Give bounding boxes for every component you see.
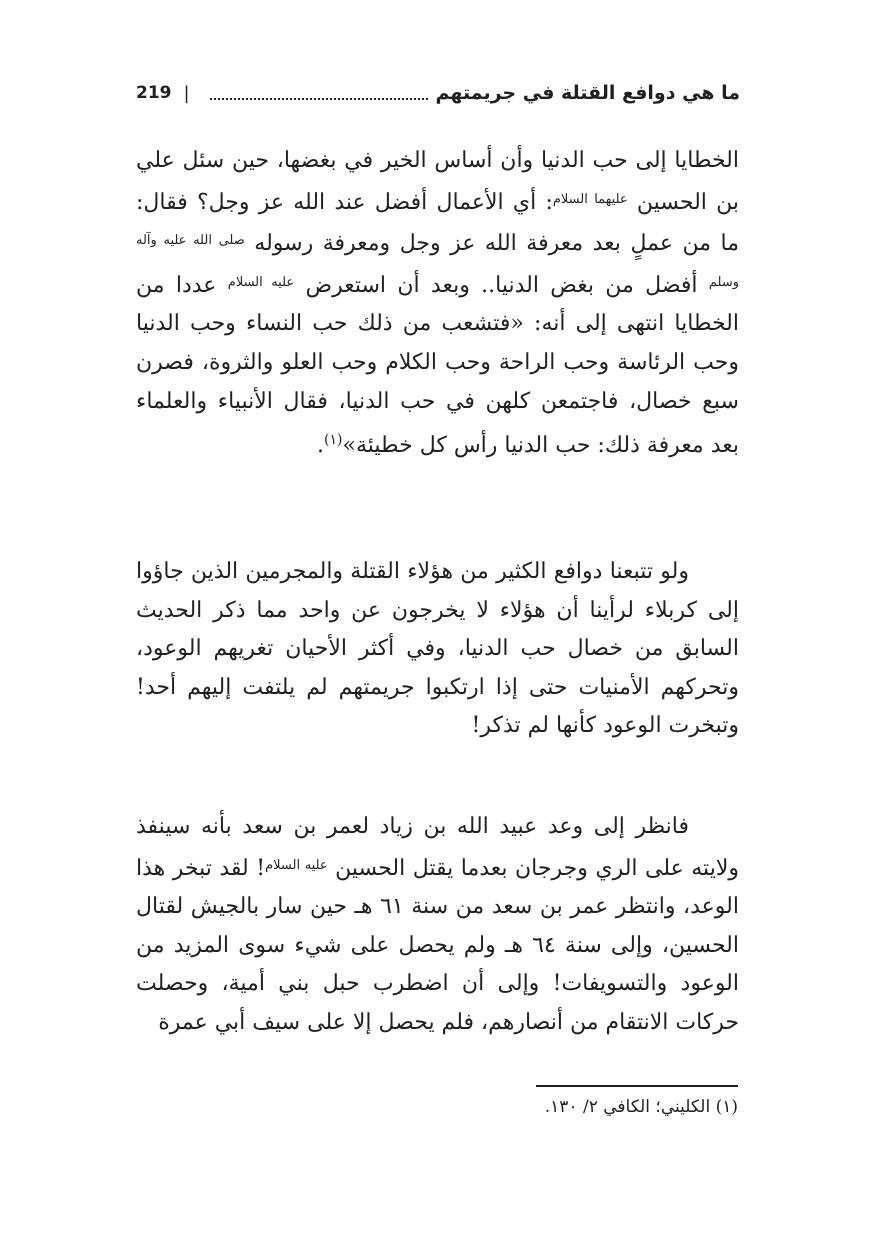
paragraph-text: الخطايا إلى حب الدنيا وأن أساس الخير في بغضها، حين سئل علي بن الحسين [136, 148, 739, 215]
honorific-glyph: صلى الله عليه وآله وسلم [136, 233, 739, 290]
paragraph-text: فانظر إلى وعد عبيد الله بن زياد لعمر بن سعد بأنه سينفذ ولايته على الري وجرجان بعدما يقتل الحسين [136, 814, 739, 881]
paragraph-text: أفضل من بغض الدنيا.. وبعد أن استعرض [294, 272, 709, 298]
paragraph-text: . [317, 433, 325, 459]
honorific-glyph: عليهما السلام [552, 191, 628, 207]
footnote-divider [536, 1085, 738, 1087]
paragraph-text: ! لقد تبخر هذا الوعد، وانتظر عمر بن سعد من سنة ٦١ هـ حين سار بالجيش لقتال الحسين، وإلى سنة ٦٤ هـ ولم يحصل على شيء سوى المزيد من الوعود والتسويفات! وإلى أن اضطرب حبل بني أمية، وحصلت حركات الانتقام من أنصارهم، فلم يحصل إلا على سيف أبي عمرة [136, 855, 739, 1035]
page-number: 219 [136, 83, 172, 103]
honorific-glyph: عليه السلام [265, 857, 328, 873]
paragraph-text: عددا من الخطايا انتهى إلى أنه: «فتشعب من ذلك حب النساء وحب الدنيا وحب الرئاسة وحب الراحة وحب الكلام وحب العلو والثروة، فصرن سبع خصال، فاجتمعن كلهن في حب الدنيا، فقال الأنبياء والعلماء بعد معرفة ذلك: حب الدنيا رأس كل خطيئة» [136, 272, 739, 459]
footnote: (١) الكليني؛ الكافي ٢/ ١٣٠. [544, 1097, 738, 1117]
paragraph-text: : أي الأعمال أفضل عند الله عز وجل؟ فقال: ما من عملٍ بعد معرفة الله عز وجل ومعرفة رسوله [136, 189, 739, 257]
running-title: ما هي دوافع القتلة في جريمتهم [435, 82, 740, 104]
header-separator: | [183, 82, 190, 104]
page-header [136, 78, 740, 108]
footnote-reference[interactable]: (١) [324, 432, 343, 449]
paragraph-1 [136, 142, 739, 466]
paragraph-3 [136, 808, 739, 1043]
header-dot-leader [210, 96, 428, 100]
honorific-glyph: عليه السلام [227, 274, 295, 290]
paragraph-2 [136, 553, 739, 746]
paragraph-text: ولو تتبعنا دوافع الكثير من هؤلاء القتلة والمجرمين الذين جاؤوا إلى كربلاء لرأينا أن هؤلاء لا يخرجون عن واحد مما ذكر الحديث السابق من خصال حب الدنيا، وفي أكثر الأحيان تغريهم الوعود، وتحركهم الأمنيات حتى إذا ارتكبوا جريمتهم لم يلتفت إليهم أحد! وتبخرت الوعود كأنها لم تذكر! [136, 559, 739, 739]
